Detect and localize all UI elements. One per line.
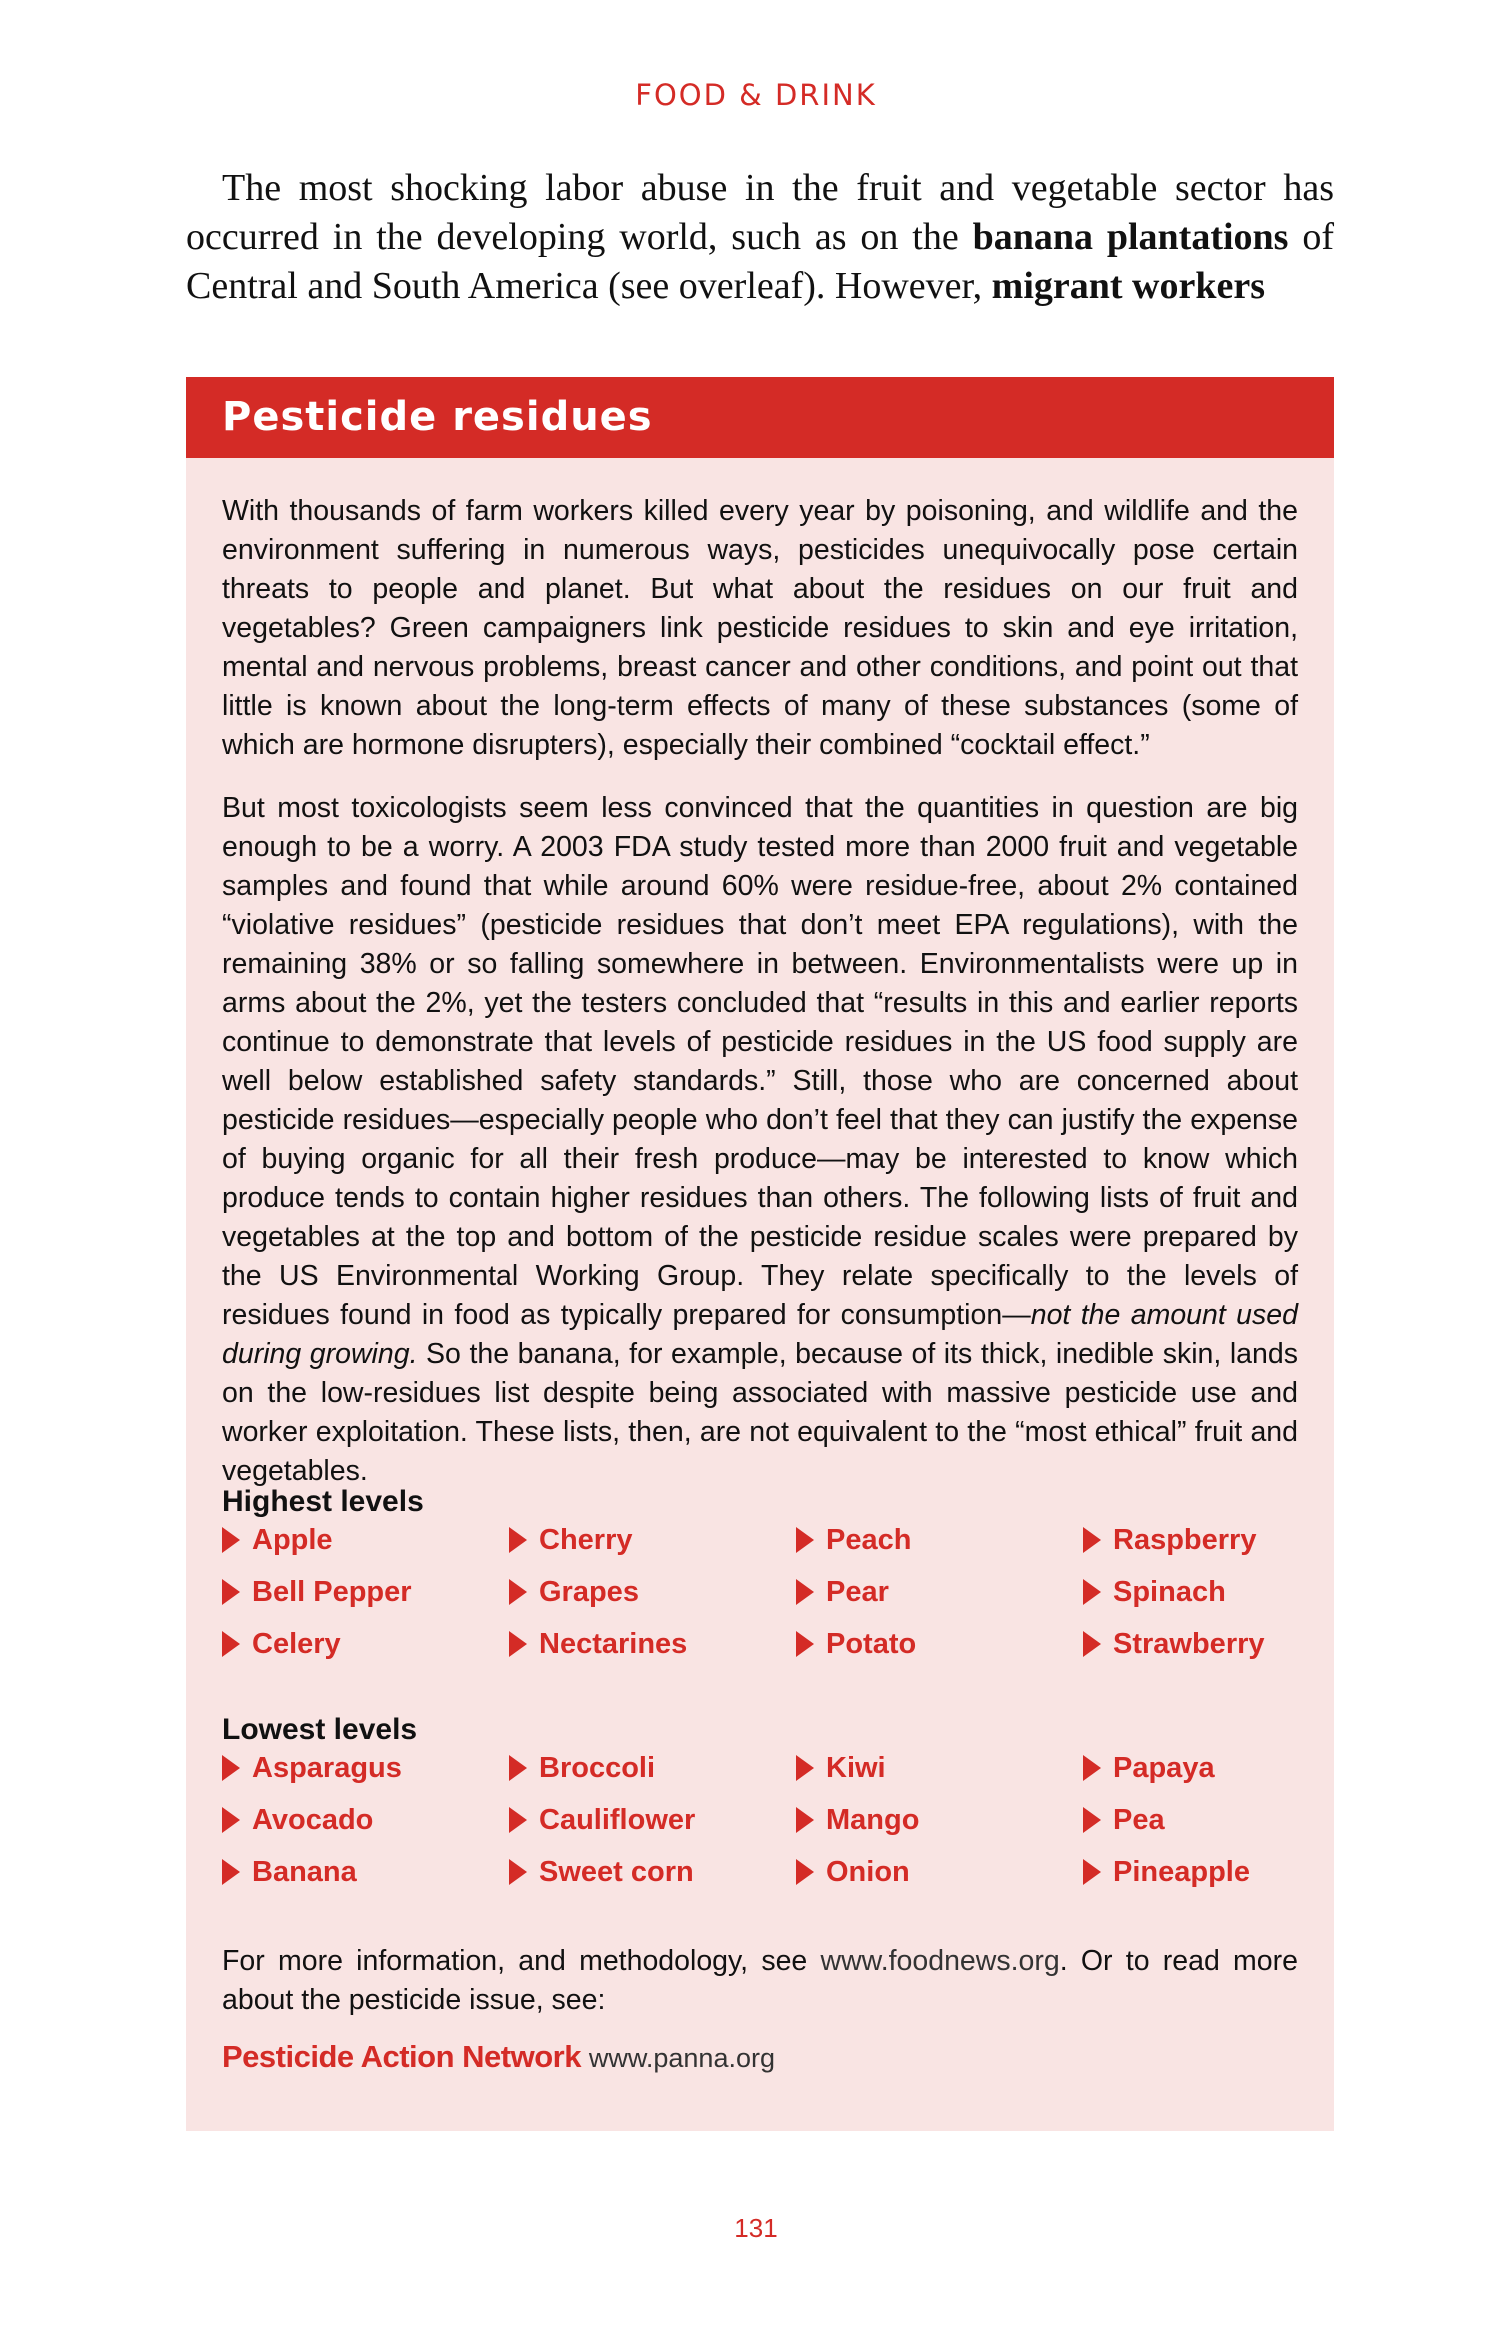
box-paragraph-2-italic: not the amount used during growing. [222, 1299, 1298, 1370]
triangle-bullet-icon [509, 1631, 527, 1657]
triangle-bullet-icon [509, 1755, 527, 1781]
produce-label: Apple [252, 1523, 333, 1556]
produce-label: Strawberry [1113, 1627, 1265, 1660]
produce-item [1083, 1846, 1342, 1898]
triangle-bullet-icon [222, 1579, 240, 1605]
produce-item [1083, 1618, 1342, 1670]
produce-label: Raspberry [1113, 1523, 1257, 1556]
more-info-text: For more information, and methodology, see [222, 1945, 821, 1977]
intro-bold-2: migrant workers [991, 265, 1266, 307]
box-paragraph-2 [222, 789, 1298, 1491]
triangle-bullet-icon [222, 1859, 240, 1885]
produce-item [796, 1618, 1083, 1670]
highest-levels-list [222, 1514, 1342, 1670]
box-paragraph-2-end: So the banana, for example, because of its thick, inedible skin, lands on the low-residues list despite being associated with massive pesticide use and worker exploitation. These lists, then, are not equivalent to the “most ethical” fruit and vegetables. [222, 1338, 1298, 1487]
intro-bold-1: banana plantations [972, 216, 1289, 258]
pesticide-sidebar-box [186, 377, 1334, 2131]
source-name: Pesticide Action Network [222, 2039, 581, 2074]
produce-label: Banana [252, 1855, 357, 1888]
triangle-bullet-icon [222, 1527, 240, 1553]
produce-item [1083, 1514, 1342, 1566]
produce-item [1083, 1742, 1342, 1794]
produce-label: Nectarines [539, 1627, 688, 1660]
produce-label: Spinach [1113, 1575, 1226, 1608]
produce-label: Pineapple [1113, 1855, 1250, 1888]
produce-label: Pear [826, 1575, 889, 1608]
source-url-link[interactable]: www.panna.org [588, 2043, 775, 2073]
produce-item [509, 1846, 796, 1898]
triangle-bullet-icon [796, 1631, 814, 1657]
produce-label: Sweet corn [539, 1855, 694, 1888]
page-number: 131 [734, 2213, 778, 2243]
produce-label: Broccoli [539, 1751, 656, 1784]
triangle-bullet-icon [796, 1859, 814, 1885]
produce-item [796, 1514, 1083, 1566]
produce-label: Mango [826, 1803, 920, 1836]
produce-item [222, 1742, 509, 1794]
running-head: FOOD & DRINK [635, 78, 877, 112]
produce-item [796, 1794, 1083, 1846]
produce-label: Bell Pepper [252, 1575, 412, 1608]
triangle-bullet-icon [796, 1527, 814, 1553]
lowest-levels-heading: Lowest levels [222, 1713, 418, 1746]
lowest-levels-list [222, 1742, 1342, 1898]
triangle-bullet-icon [222, 1631, 240, 1657]
produce-item [796, 1846, 1083, 1898]
triangle-bullet-icon [222, 1807, 240, 1833]
produce-label: Celery [252, 1627, 341, 1660]
triangle-bullet-icon [222, 1755, 240, 1781]
box-title: Pesticide residues [186, 377, 1334, 458]
produce-item [796, 1742, 1083, 1794]
produce-label: Peach [826, 1523, 912, 1556]
triangle-bullet-icon [1083, 1859, 1101, 1885]
produce-item [1083, 1566, 1342, 1618]
intro-text-2: of Central and South America (see overleaf). However, [186, 216, 1335, 307]
produce-item [222, 1566, 509, 1618]
produce-item [222, 1514, 509, 1566]
box-paragraph-1: With thousands of farm workers killed every year by poisoning, and wildlife and the environment suffering in numerous ways, pesticides unequivocally pose certain threats to people and planet. But what about the residues on our fruit and vegetables? Green campaigners link pesticide residues to skin and eye irritation, mental and nervous problems, breast cancer and other conditions, and point out that little is known about the long-term effects of many of these substances (some of which are hormone disrupters), especially their combined “cocktail effect.” [222, 495, 1298, 761]
more-info-paragraph [222, 1942, 1298, 2020]
triangle-bullet-icon [509, 1579, 527, 1605]
produce-label: Cauliflower [539, 1803, 696, 1836]
produce-label: Papaya [1113, 1751, 1215, 1784]
intro-paragraph [186, 164, 1334, 311]
produce-item [222, 1618, 509, 1670]
produce-item [509, 1742, 796, 1794]
produce-item [1083, 1794, 1342, 1846]
triangle-bullet-icon [509, 1527, 527, 1553]
produce-label: Pea [1113, 1803, 1165, 1836]
produce-label: Kiwi [826, 1751, 886, 1784]
produce-item [222, 1846, 509, 1898]
triangle-bullet-icon [796, 1807, 814, 1833]
triangle-bullet-icon [1083, 1579, 1101, 1605]
produce-label: Grapes [539, 1575, 639, 1608]
triangle-bullet-icon [509, 1807, 527, 1833]
produce-label: Cherry [539, 1523, 633, 1556]
highest-levels-heading: Highest levels [222, 1485, 424, 1518]
produce-item [509, 1794, 796, 1846]
produce-item [509, 1566, 796, 1618]
produce-label: Potato [826, 1627, 917, 1660]
triangle-bullet-icon [796, 1755, 814, 1781]
produce-label: Onion [826, 1855, 910, 1888]
produce-item [509, 1618, 796, 1670]
triangle-bullet-icon [509, 1859, 527, 1885]
triangle-bullet-icon [1083, 1807, 1101, 1833]
source-line [222, 2037, 775, 2078]
produce-item [796, 1566, 1083, 1618]
box-paragraph-2-text: But most toxicologists seem less convinced that the quantities in question are big enough to be a worry. A 2003 FDA study tested more than 2000 fruit and vegetable samples and found that while around 60% were residue-free, about 2% contained “violative residues” (pesticide residues that don’t meet EPA regulations), with the remaining 38% or so falling somewhere in between. Environmentalists were up in arms about the 2%, yet the testers concluded that “results in this and earlier reports continue to demonstrate that levels of pesticide residues in the US food supply are well below established safety standards.” Still, those who are concerned about pesticide residues—especially people who don’t feel that they can justify the expense of buying organic for all their fresh produce—may be interested to know which produce tends to contain higher residues than others. The following lists of fruit and vegetables at the top and bottom of the pesticide residue scales were prepared by the US Environmental Working Group. They relate specifically to the levels of residues found in food as typically prepared for consumption— [222, 792, 1298, 1331]
produce-label: Asparagus [252, 1751, 402, 1784]
produce-item [509, 1514, 796, 1566]
foodnews-link[interactable]: www.foodnews.org [820, 1945, 1060, 1977]
more-info-text-2: . Or to read more about the pesticide issue, see: [222, 1945, 1298, 2016]
triangle-bullet-icon [796, 1579, 814, 1605]
produce-label: Avocado [252, 1803, 374, 1836]
intro-text-1: The most shocking labor abuse in the fruit and vegetable sector has occurred in the developing world, such as on the [186, 167, 1334, 258]
produce-item [222, 1794, 509, 1846]
triangle-bullet-icon [1083, 1631, 1101, 1657]
triangle-bullet-icon [1083, 1527, 1101, 1553]
triangle-bullet-icon [1083, 1755, 1101, 1781]
